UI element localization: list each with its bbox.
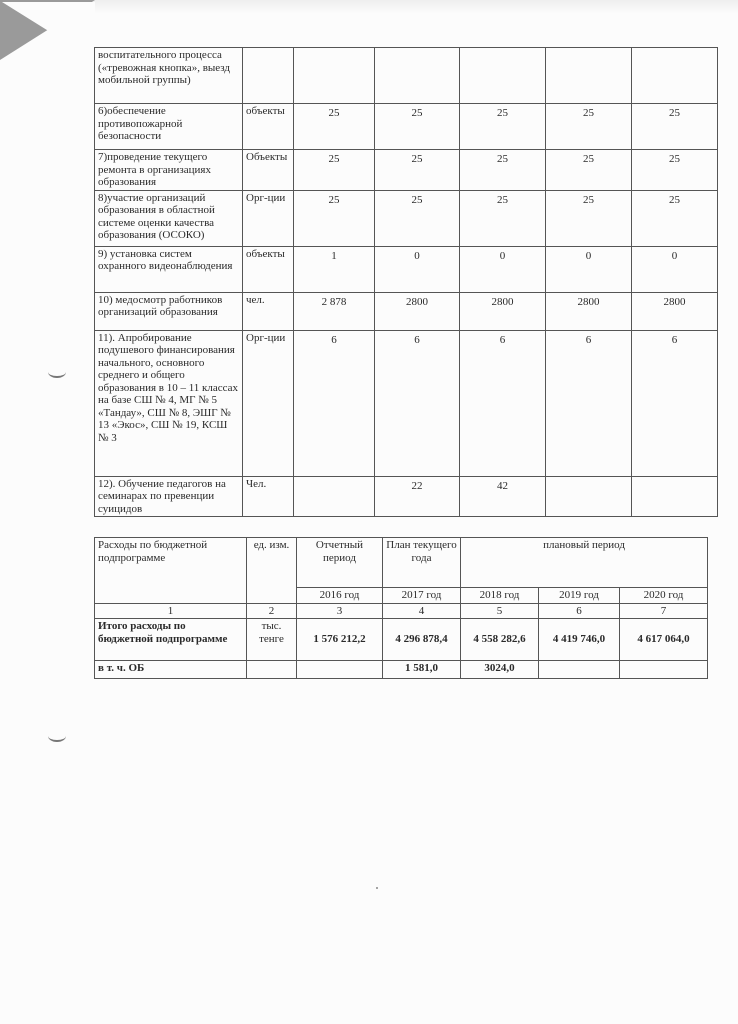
indicator-name: 10) медосмотр работников организаций образования: [95, 292, 243, 330]
column-number: 7: [620, 603, 708, 619]
indicator-row: [95, 150, 718, 191]
local-budget-2017: 1 581,0: [383, 661, 461, 679]
indicator-value: 2800: [375, 292, 460, 330]
indicator-value: 25: [546, 150, 632, 191]
column-number: 5: [461, 603, 539, 619]
indicator-name: 12). Обучение педагогов на семинарах по превенции суицидов: [95, 476, 243, 517]
indicator-value: 6: [546, 330, 632, 476]
indicator-value: 25: [294, 150, 375, 191]
local-budget-row: [95, 661, 708, 679]
indicator-value: 2800: [460, 292, 546, 330]
header-reporting-period: Отчетный период: [297, 538, 383, 588]
indicator-unit: Объекты: [243, 150, 294, 191]
indicator-value: [294, 476, 375, 517]
header-expenses: Расходы по бюджетной подпрограмме: [95, 538, 247, 604]
indicator-unit: [243, 48, 294, 104]
indicator-value: 2800: [632, 292, 718, 330]
year-cell: 2018 год: [461, 588, 539, 604]
year-cell: 2016 год: [297, 588, 383, 604]
indicator-value: 25: [375, 150, 460, 191]
indicator-value: 22: [375, 476, 460, 517]
local-budget-2018: 3024,0: [461, 661, 539, 679]
speck: [376, 887, 378, 889]
indicator-value: [546, 476, 632, 517]
indicator-value: 25: [460, 104, 546, 150]
expenses-column-numbers-row: [95, 603, 708, 619]
column-number: 1: [95, 603, 247, 619]
local-budget-2016: [297, 661, 383, 679]
indicator-value: 0: [375, 246, 460, 292]
indicator-name: 8)участие организаций образования в областной системе оценки качества образования (ОСОКО): [95, 190, 243, 246]
indicator-value: [460, 48, 546, 104]
indicator-name: воспитательного процесса («тревожная кнопка», выезд мобильной группы): [95, 48, 243, 104]
column-number: 2: [247, 603, 297, 619]
indicators-table: [94, 47, 718, 517]
indicator-value: 25: [294, 104, 375, 150]
indicator-value: [546, 48, 632, 104]
indicator-unit: Орг-ции: [243, 330, 294, 476]
local-budget-2020: [620, 661, 708, 679]
local-budget-unit: [247, 661, 297, 679]
indicator-value: 25: [294, 190, 375, 246]
header-planned-period: плановый период: [461, 538, 708, 588]
total-expenses-row: [95, 619, 708, 661]
indicator-unit: Орг-ции: [243, 190, 294, 246]
indicator-value: 6: [460, 330, 546, 476]
indicator-value: 25: [546, 190, 632, 246]
indicator-value: [294, 48, 375, 104]
indicator-value: [632, 476, 718, 517]
total-value-2017: 4 296 878,4: [383, 619, 461, 661]
local-budget-label: в т. ч. ОБ: [95, 661, 247, 679]
year-cell: 2019 год: [539, 588, 620, 604]
indicator-unit: чел.: [243, 292, 294, 330]
indicator-row: [95, 190, 718, 246]
indicator-value: 25: [632, 190, 718, 246]
indicator-row: [95, 104, 718, 150]
column-number: 3: [297, 603, 383, 619]
indicator-name: 11). Апробирование подушевого финансирования начального, основного среднего и общего образования в 10 – 11 классах на базе СШ № 4, МГ № 5 «Тандау», СШ № 8, ЭШГ № 13 «Экос», СШ № 19, КСШ № 3: [95, 330, 243, 476]
indicator-value: [375, 48, 460, 104]
indicator-row: [95, 330, 718, 476]
indicator-value: 6: [375, 330, 460, 476]
indicator-value: 0: [546, 246, 632, 292]
indicator-value: 0: [460, 246, 546, 292]
column-number: 4: [383, 603, 461, 619]
indicator-value: 25: [460, 150, 546, 191]
local-budget-2019: [539, 661, 620, 679]
column-number: 6: [539, 603, 620, 619]
indicator-value: 2 878: [294, 292, 375, 330]
folded-corner-inner: [2, 2, 95, 60]
indicator-row: [95, 476, 718, 517]
indicator-unit: Чел.: [243, 476, 294, 517]
total-label: Итого расходы по бюджетной подпрограмме: [95, 619, 247, 661]
punch-hole-mark: [48, 366, 66, 378]
indicator-value: 25: [460, 190, 546, 246]
indicator-row: [95, 246, 718, 292]
page-top-edge: [92, 0, 738, 14]
year-cell: 2020 год: [620, 588, 708, 604]
indicator-value: 2800: [546, 292, 632, 330]
total-value-2020: 4 617 064,0: [620, 619, 708, 661]
header-current-plan: План текущего года: [383, 538, 461, 588]
indicator-value: 25: [632, 104, 718, 150]
indicator-value: 25: [546, 104, 632, 150]
indicator-unit: объекты: [243, 246, 294, 292]
indicator-value: 25: [375, 104, 460, 150]
total-value-2018: 4 558 282,6: [461, 619, 539, 661]
indicator-value: 1: [294, 246, 375, 292]
header-unit: ед. изм.: [247, 538, 297, 604]
year-cell: 2017 год: [383, 588, 461, 604]
indicator-value: 25: [375, 190, 460, 246]
indicator-value: 25: [632, 150, 718, 191]
indicator-unit: объекты: [243, 104, 294, 150]
indicator-name: 9) установка систем охранного видеонаблюдения: [95, 246, 243, 292]
total-value-2016: 1 576 212,2: [297, 619, 383, 661]
indicator-row: [95, 292, 718, 330]
indicator-value: 6: [632, 330, 718, 476]
punch-hole-mark: [48, 730, 66, 742]
total-value-2019: 4 419 746,0: [539, 619, 620, 661]
total-unit: тыс. тенге: [247, 619, 297, 661]
indicator-name: 7)проведение текущего ремонта в организациях образования: [95, 150, 243, 191]
indicator-value: 42: [460, 476, 546, 517]
indicator-name: 6)обеспечение противопожарной безопасности: [95, 104, 243, 150]
indicator-value: 0: [632, 246, 718, 292]
expenses-table: [94, 537, 708, 679]
expenses-header-row: [95, 538, 708, 588]
indicator-value: 6: [294, 330, 375, 476]
indicator-value: [632, 48, 718, 104]
indicator-row: [95, 48, 718, 104]
